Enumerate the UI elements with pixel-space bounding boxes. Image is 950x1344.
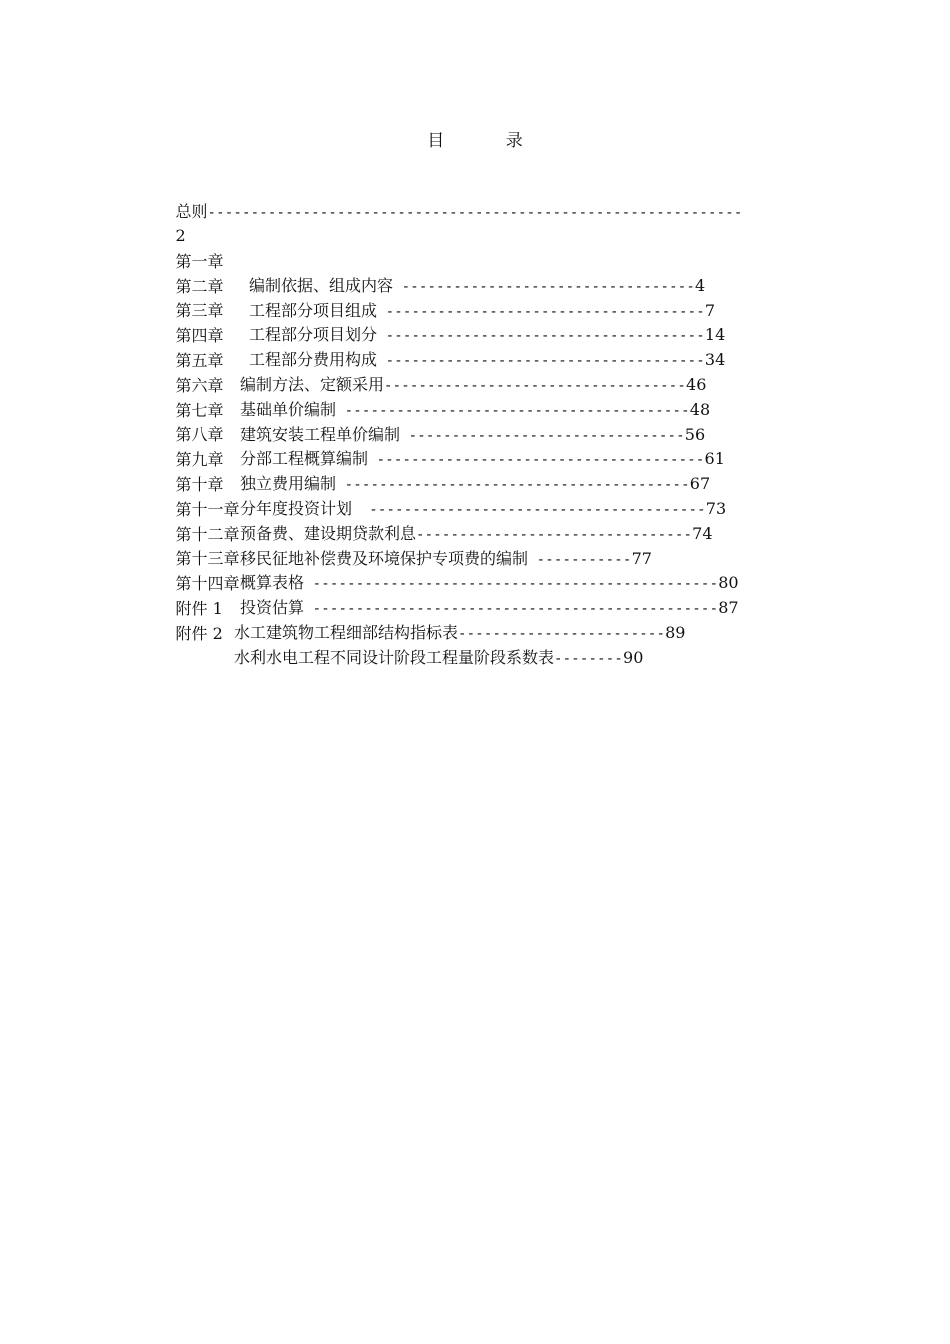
toc-entry-title: 概算表格 [240, 573, 305, 592]
toc-entry-page: 73 [705, 499, 727, 518]
toc-entry-page: 7 [704, 301, 716, 320]
toc-entry-label: 第十章 [175, 475, 224, 494]
toc-entry-leader: ----------- [528, 552, 632, 568]
toc-entry-title: 分年度投资计划 [240, 499, 353, 518]
toc-entry-page: 90 [623, 648, 644, 667]
toc-entry-page: 77 [631, 549, 652, 568]
toc-entry-page: 61 [704, 449, 725, 468]
toc-entry-label: 总则 [175, 202, 208, 221]
toc-entry-label: 附件 1 [175, 599, 223, 618]
toc-entry-title: 工程部分项目划分 [249, 325, 378, 344]
toc-entry-leader: -------- [554, 651, 624, 667]
toc-entry-label: 第十三章 [175, 549, 240, 568]
toc-entry-label: 第九章 [175, 450, 224, 469]
toc-entry-page: 2 [175, 226, 186, 245]
toc-entry-leader: --------------------------------------- [352, 502, 706, 518]
toc-entry-leader: ---------------------------------- [393, 279, 696, 295]
toc-entry-leader: -------------------------------- [416, 527, 693, 543]
toc-entry-label: 第四章 [175, 326, 224, 345]
toc-entry-leader: ----------------------------------------------- [304, 576, 719, 592]
toc-entry-page: 48 [689, 400, 711, 419]
toc-entry-title: 工程部分项目组成 [249, 301, 378, 320]
toc-entry-page: 87 [718, 598, 739, 617]
toc-entry-title: 预备费、建设期贷款利息 [240, 524, 417, 543]
toc-entry-label: 第五章 [175, 351, 224, 370]
toc-entry-page: 56 [684, 425, 706, 444]
toc-entry-title: 水利水电工程不同设计阶段工程量阶段系数表 [234, 648, 555, 667]
toc-entry-page: 74 [692, 524, 713, 543]
toc-entry-title: 建筑安装工程单价编制 [240, 425, 401, 444]
toc-entry-title: 水工建筑物工程细部结构指标表 [234, 623, 459, 642]
toc-entry-title: 移民征地补偿费及环境保护专项费的编制 [240, 549, 529, 568]
toc-entry-leader: ----------------------------------------------- [304, 601, 719, 617]
toc-entry-label: 第一章 [175, 252, 224, 271]
toc-entry-page: 4 [695, 276, 706, 295]
toc-entry-page: 46 [686, 375, 707, 394]
toc-entry-page: 14 [704, 325, 726, 344]
toc-entry-leader: ----------------------------------- [384, 378, 687, 394]
toc-entry-title: 分部工程概算编制 [240, 449, 369, 468]
toc-entry-title: 编制方法、定额采用 [240, 375, 385, 394]
toc-entry-page: 80 [718, 573, 739, 592]
toc-entry-label: 第二章 [175, 277, 224, 296]
toc-entry-general-page-line [145, 200, 186, 245]
toc-entry-title: 编制依据、组成内容 [249, 276, 394, 295]
toc-entry-title: 投资估算 [240, 598, 305, 617]
toc-entry-label: 第七章 [175, 401, 224, 420]
toc-entry-leader: ---------------------------------------- [336, 403, 690, 419]
toc-entry-leader: -------------------------------------- [368, 452, 705, 468]
toc-entry-label: 附件 2 [175, 624, 223, 643]
toc-entry-page: 89 [665, 623, 686, 642]
toc-entry-leader: ------------------------ [458, 626, 666, 642]
toc-entry-title: 基础单价编制 [240, 400, 337, 419]
toc-entry-general[interactable] [145, 176, 743, 221]
toc-entry-label: 第十一章 [175, 500, 240, 519]
toc-entry-label: 第三章 [175, 301, 224, 320]
toc-entry-title: 独立费用编制 [240, 474, 337, 493]
toc-entry-leader: ------------------------------------- [377, 328, 705, 344]
toc-entry-page: 67 [689, 474, 711, 493]
toc-entry-label: 第六章 [175, 376, 224, 395]
toc-entry-leader: ---------------------------------------- [336, 477, 690, 493]
toc-entry-leader: ------------------------------------- [377, 353, 705, 369]
toc-entry-leader: -------------------------------------------------------------- [207, 205, 743, 221]
toc-entry-label: 第八章 [175, 425, 224, 444]
toc-entry-leader: -------------------------------- [400, 428, 685, 444]
toc-title: 目 录 [427, 131, 551, 151]
toc-entry-title: 工程部分费用构成 [249, 350, 378, 369]
toc-entry-label: 第十二章 [175, 525, 240, 544]
toc-entry-label: 第十四章 [175, 574, 240, 593]
toc-entry-leader: ------------------------------------- [377, 304, 705, 320]
toc-entry-page: 34 [704, 350, 726, 369]
